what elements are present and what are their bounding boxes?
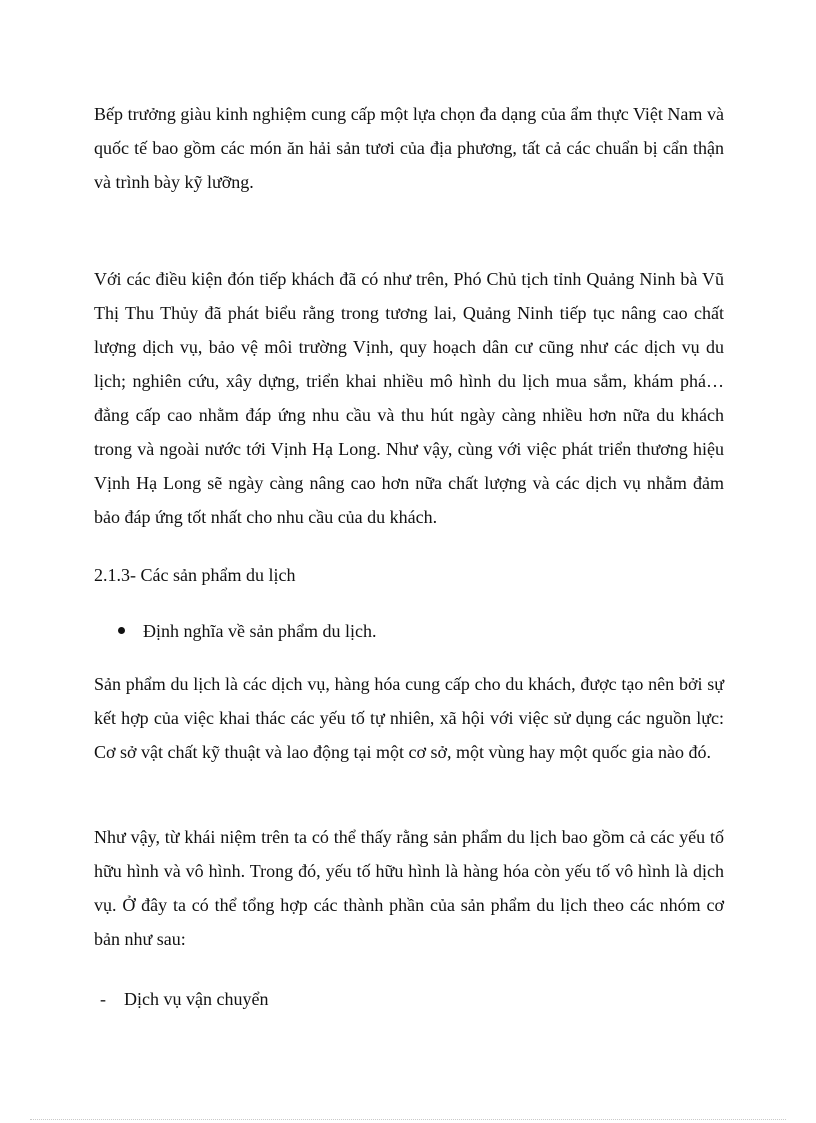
dash-list-item — [100, 982, 700, 1016]
bullet-item-text: Định nghĩa về sản phẩm du lịch. — [143, 621, 377, 641]
page-bottom-divider — [30, 1119, 786, 1120]
paragraph-chef-cuisine: Bếp trưởng giàu kinh nghiệm cung cấp một lựa chọn đa dạng của ẩm thực Việt Nam và quốc tế bao gồm các món ăn hải sản tươi của địa phương, tất cả các chuẩn bị cẩn thận và trình bày kỹ lưỡng. — [94, 104, 724, 192]
bullet-dot-icon — [118, 627, 125, 634]
paragraph-vice-chairman-statement: Với các điều kiện đón tiếp khách đã có như trên, Phó Chủ tịch tỉnh Quảng Ninh bà Vũ Thị Thu Thủy đã phát biểu rằng trong tương lai, Quảng Ninh tiếp tục nâng cao chất lượng dịch vụ, bảo vệ môi trường Vịnh, quy hoạch dân cư cũng như các dịch vụ du lịch; nghiên cứu, xây dựng, triển khai nhiều mô hình du lịch mua sắm, khám phá… đẳng cấp cao nhằm đáp ứng nhu cầu và thu hút ngày càng nhiều hơn nữa du khách trong và ngoài nước tới Vịnh Hạ Long. Như vậy, cùng với việc phát triển thương hiệu Vịnh Hạ Long sẽ ngày càng nâng cao hơn nữa chất lượng và các dịch vụ nhằm đảm bảo đáp ứng tốt nhất cho nhu cầu của du khách. — [94, 269, 724, 527]
section-heading: 2.1.3- Các sản phẩm du lịch — [94, 565, 296, 585]
paragraph-tourism-product-definition: Sản phẩm du lịch là các dịch vụ, hàng hóa cung cấp cho du khách, được tạo nên bởi sự kết hợp của việc khai thác các yếu tố tự nhiên, xã hội với việc sử dụng các nguồn lực: Cơ sở vật chất kỹ thuật và lao động tại một cơ sở, một vùng hay một quốc gia nào đó. — [94, 674, 724, 762]
paragraph-tourism-product-components: Như vậy, từ khái niệm trên ta có thể thấy rằng sản phẩm du lịch bao gồm cả các yếu tố hữu hình và vô hình. Trong đó, yếu tố hữu hình là hàng hóa còn yếu tố vô hình là dịch vụ. Ở đây ta có thể tổng hợp các thành phần của sản phẩm du lịch theo các nhóm cơ bản như sau: — [94, 827, 724, 949]
dash-marker: - — [100, 989, 106, 1009]
dash-item-text: Dịch vụ vận chuyển — [124, 989, 269, 1009]
bullet-list-item — [118, 614, 718, 648]
